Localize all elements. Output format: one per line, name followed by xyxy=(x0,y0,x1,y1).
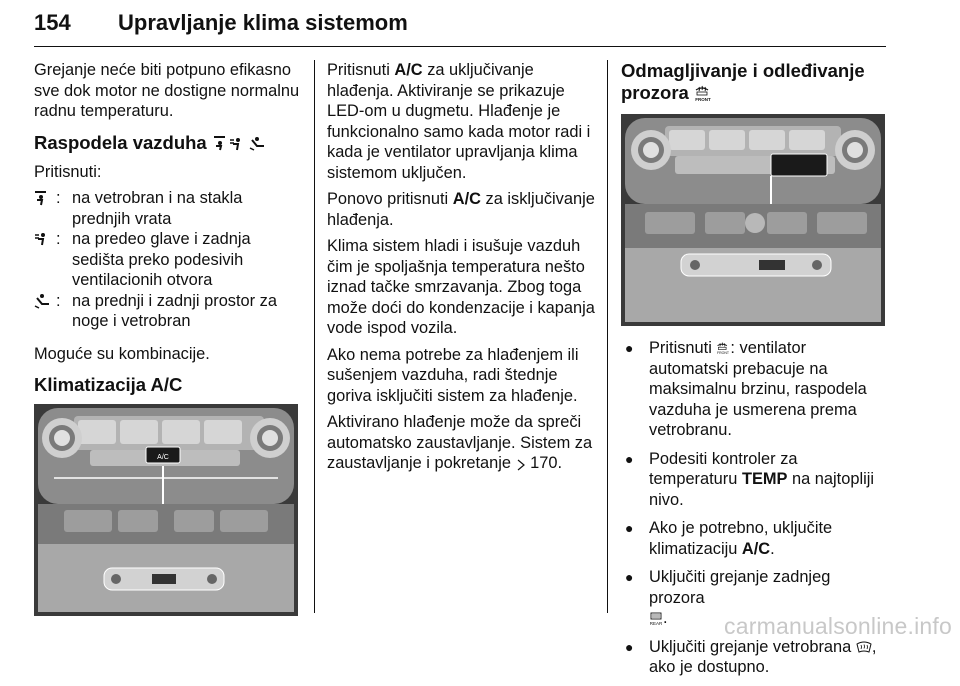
column-divider xyxy=(607,60,608,613)
svg-text:FRONT: FRONT xyxy=(717,351,730,356)
column-3 xyxy=(621,60,889,686)
svg-text:REAR: REAR xyxy=(649,621,663,626)
page-reference-icon xyxy=(516,459,526,471)
definition-row: : na predeo glave i zadnja sedišta preko podesivih ventilacionih otvora xyxy=(34,229,302,291)
list-item: ● Uključiti grejanje vetrobrana , ako je dostupno. xyxy=(625,637,877,676)
paragraph: Aktivirano hlađenje može da spreči automatsko zaustavljanje. Sistem za zaustavljanje i pokretanje 170. xyxy=(327,413,593,472)
page-header xyxy=(34,6,886,47)
paragraph: Klima sistem hladi i isušuje vazduh čim je spoljašnja temperatura nešto iznad tačke smrzavanja. Zbog toga može doći do kondenzacije i kapanja vode ispod vozila. xyxy=(327,237,595,337)
front-defrost-icon xyxy=(716,340,730,356)
rear-window-heating-icon xyxy=(649,612,663,626)
air-to-footwell-icon xyxy=(250,137,264,150)
paragraph: Ponovo pritisnuti A/C za isključivanje hlađenja. xyxy=(327,190,595,229)
paragraph: Pritisnuti A/C za uključivanje hlađenja. Aktiviranje se prikazuje LED-om u dugmetu. Hlađenje je funkcionalno samo kada motor radi i kada je ventilator upravljanja klima sistemom uključen. xyxy=(327,61,591,182)
svg-text:FRONT: FRONT xyxy=(695,97,711,102)
press-label: Pritisnuti: xyxy=(34,162,102,181)
air-distribution-icons xyxy=(212,134,266,152)
definition-row: : na prednji i zadnji prostor za noge i vetrobran xyxy=(34,291,302,332)
page-number: 154 xyxy=(34,10,71,35)
page-reference-link[interactable]: 170. xyxy=(530,454,563,472)
section-heading-air-distribution: Raspodela vazduha xyxy=(34,132,302,154)
column-divider xyxy=(314,60,315,613)
section-heading-ac: Klimatizacija A/C xyxy=(34,374,183,395)
windscreen-heating-icon xyxy=(856,641,872,655)
list-item: ● Podesiti kontroler za temperaturu TEMP na najtopliji nivo. xyxy=(625,449,875,509)
column-2 xyxy=(327,60,595,480)
page-title: Upravljanje klima sistemom xyxy=(118,10,408,35)
list-item: ● Uključiti grejanje zadnjeg prozora REAR . xyxy=(625,568,831,627)
air-to-windscreen-icon xyxy=(34,190,50,206)
ac-control-panel-figure xyxy=(34,404,298,616)
air-to-head-area-icon xyxy=(34,231,50,247)
list-item: ● Ako je potrebno, uključite klimatizaciju A/C. xyxy=(625,519,833,558)
air-to-footwell-icon xyxy=(34,293,50,309)
air-to-head-area-icon xyxy=(230,138,240,150)
air-to-windscreen-icon xyxy=(214,137,225,150)
ac-button-label: A/C xyxy=(157,454,169,461)
definition-text: na predeo glave i zadnja sedišta preko podesivih ventilacionih otvora xyxy=(72,230,251,289)
intro-paragraph: Grejanje neće biti potpuno efikasno sve dok motor ne dostigne normalnu radnu temperaturu. xyxy=(34,61,300,120)
paragraph: Ako nema potrebe za hlađenjem ili sušenjem vazduha, radi štednje goriva isključiti sistem za hlađenje. xyxy=(327,345,579,405)
section-heading-defrost: Odmagljivanje i odleđivanje prozora FRONT xyxy=(621,60,865,103)
definition-row: : na vetrobran i na stakla prednjih vrata xyxy=(34,188,302,229)
defrost-control-panel-figure xyxy=(621,114,885,326)
definition-text: na prednji i zadnji prostor za noge i vetrobran xyxy=(72,291,277,330)
list-item: ● Pritisnuti FRONT : ventilator automatski prebacuje na maksimalnu brzinu, raspodela vazduha je usmerena prema vetrobranu. xyxy=(625,339,867,439)
definition-text: na vetrobran i na stakla prednjih vrata xyxy=(72,189,243,228)
combinations-text: Moguće su kombinacije. xyxy=(34,344,210,363)
front-defrost-icon xyxy=(694,84,712,102)
watermark: carmanualsonline.info xyxy=(724,613,952,639)
column-1 xyxy=(34,60,302,628)
